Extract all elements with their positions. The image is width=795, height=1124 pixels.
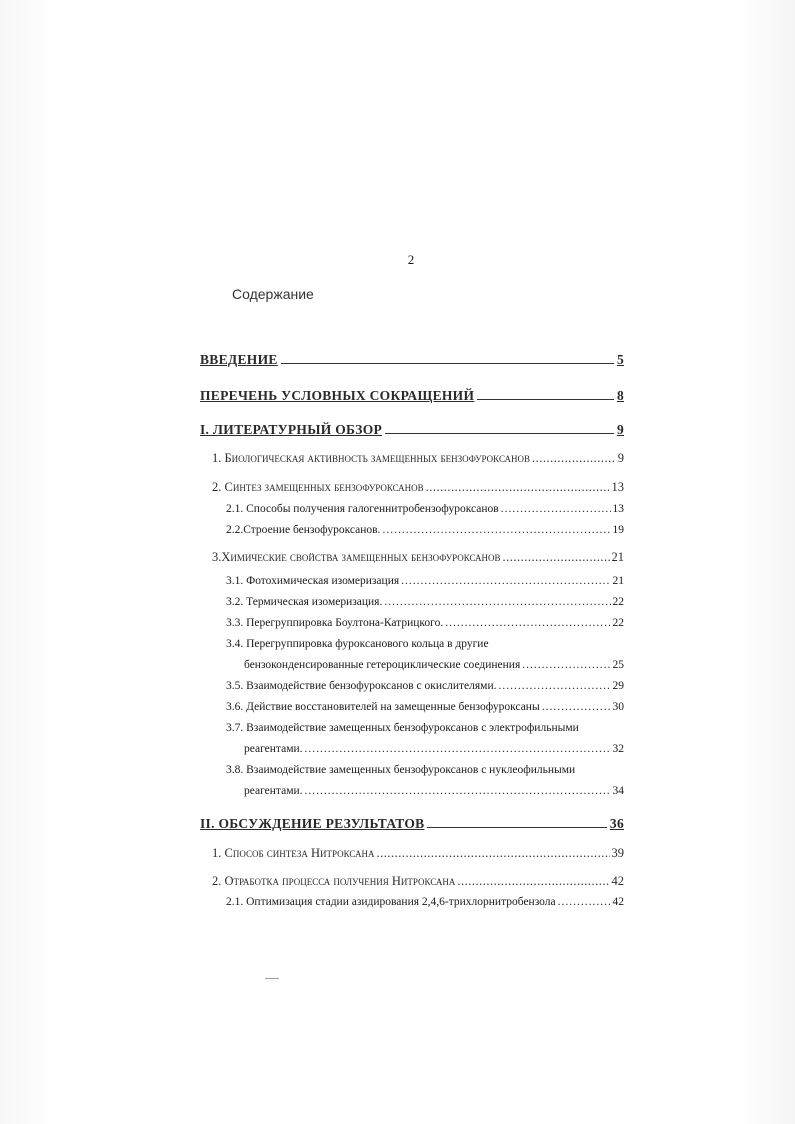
dot-leader xyxy=(376,846,609,861)
page-number: 2 xyxy=(407,252,415,267)
toc-entry-label: 3.7. Взаимодействие замещенных бензофуроксанов с электрофильными xyxy=(226,722,579,734)
toc-entry-label-cont: реагентами. xyxy=(244,743,303,755)
toc-entry-label: 3.6. Действие восстановителей на замещенные бензофуроксаны xyxy=(226,701,540,713)
toc-entry-page: 21 xyxy=(611,550,624,564)
dot-leader xyxy=(426,480,610,495)
toc-entry-label: 3.4. Перегруппировка фуроксанового кольца в другие xyxy=(226,638,489,650)
toc-entry-s2-1[interactable] xyxy=(226,503,624,515)
toc-entry-s3-3[interactable] xyxy=(226,617,624,629)
toc-entry-label: 3.5. Взаимодействие бензофуроксанов с окислителями. xyxy=(226,680,497,692)
toc-entry-intro[interactable] xyxy=(200,352,624,368)
dot-leader xyxy=(532,451,616,466)
leader-line xyxy=(427,816,606,828)
toc-entry-page: 19 xyxy=(612,524,624,536)
toc-entry-page: 29 xyxy=(612,680,624,692)
toc-entry-label: II. ОБСУЖДЕНИЕ РЕЗУЛЬТАТОВ xyxy=(200,816,425,831)
toc-entry-page: 22 xyxy=(612,596,624,608)
toc-entry-page: 30 xyxy=(612,701,624,713)
toc-entry-label: ПЕРЕЧЕНЬ УСЛОВНЫХ СОКРАЩЕНИЙ xyxy=(200,388,475,403)
dot-leader xyxy=(384,596,610,608)
toc-entry-part2[interactable] xyxy=(200,816,624,832)
toc-entry-page: 22 xyxy=(612,617,624,629)
dot-leader xyxy=(501,503,611,515)
toc-entry-s3-1[interactable] xyxy=(226,575,624,587)
toc-entry-s3-7-cont[interactable] xyxy=(244,743,624,755)
toc-entry-page: 9 xyxy=(617,451,624,465)
dot-leader xyxy=(499,680,611,692)
toc-entry-label: ВВЕДЕНИЕ xyxy=(200,352,278,367)
toc-entry-page: 42 xyxy=(612,896,624,908)
toc-entry-page: 25 xyxy=(612,659,624,671)
toc-entry-label: 3.2. Термическая изомеризация. xyxy=(226,596,383,608)
dot-leader xyxy=(522,659,610,671)
toc-entry-page: 36 xyxy=(609,816,624,831)
toc-entry-s2-2-1[interactable] xyxy=(226,896,624,908)
dot-leader xyxy=(305,743,611,755)
toc-entry-ch2-2[interactable] xyxy=(212,874,624,889)
toc-entry-label: 3.1. Фотохимическая изомеризация xyxy=(226,575,400,587)
toc-entry-page: 34 xyxy=(612,785,624,797)
toc-entry-page: 13 xyxy=(612,503,624,515)
toc-entry-part1[interactable] xyxy=(200,422,624,438)
dot-leader xyxy=(401,575,610,587)
dot-leader xyxy=(503,550,610,565)
toc-entry-label-cont: бензоконденсированные гетероциклические соединения xyxy=(244,659,521,671)
toc-entry-s3-4-cont[interactable] xyxy=(244,659,624,671)
dot-leader xyxy=(305,785,611,797)
toc-entry-page: 42 xyxy=(611,874,624,888)
toc-entry-page: 32 xyxy=(612,743,624,755)
toc-entry-s3-7[interactable] xyxy=(226,722,624,734)
toc-entry-s3-6[interactable] xyxy=(226,701,624,713)
toc-entry-page: 21 xyxy=(612,575,624,587)
toc-entry-page: 9 xyxy=(616,422,624,437)
leader-line xyxy=(385,422,614,434)
toc-entry-page: 5 xyxy=(616,352,624,367)
dot-leader xyxy=(457,874,609,889)
toc-entry-label: 3.Химические свойства замещенных бензофуроксанов xyxy=(212,550,501,564)
dot-leader xyxy=(382,524,610,536)
toc-entry-s3-5[interactable] xyxy=(226,680,624,692)
toc-entry-abbreviations[interactable] xyxy=(200,388,624,404)
toc-entry-label: 3.8. Взаимодействие замещенных бензофуроксанов с нуклеофильными xyxy=(226,764,576,776)
toc-entry-ch1[interactable] xyxy=(212,451,624,466)
dot-leader xyxy=(558,896,611,908)
toc-entry-label: 3.3. Перегруппировка Боултона-Катрицкого. xyxy=(226,617,444,629)
toc-entry-s3-8-cont[interactable] xyxy=(244,785,624,797)
dot-leader xyxy=(445,617,610,629)
toc-entry-page: 13 xyxy=(611,480,624,494)
toc-entry-label: 2.1. Способы получения галогеннитробензофуроксанов xyxy=(226,503,499,515)
toc-entry-label-cont: реагентами. xyxy=(244,785,303,797)
toc-entry-label: I. ЛИТЕРАТУРНЫЙ ОБЗОР xyxy=(200,422,383,437)
toc-entry-s3-8[interactable] xyxy=(226,764,624,776)
toc-entry-label: 1. Способ синтеза Нитроксана xyxy=(212,846,375,860)
toc-entry-label: 2.1. Оптимизация стадии азидирования 2,4,6-трихлорнитробензола xyxy=(226,896,556,908)
leader-line xyxy=(281,352,614,364)
toc-entry-s3-2[interactable] xyxy=(226,596,624,608)
toc-entry-s2-2[interactable] xyxy=(226,524,624,536)
toc-entry-ch2[interactable] xyxy=(212,480,624,495)
scan-artifact xyxy=(265,978,279,979)
toc-entry-s3-4[interactable] xyxy=(226,638,624,650)
contents-title: Содержание xyxy=(232,286,314,302)
leader-line xyxy=(477,388,614,400)
toc-entry-label: 2. Отработка процесса получения Нитроксана xyxy=(212,874,456,888)
toc-entry-label: 2.2.Строение бензофуроксанов. xyxy=(226,524,381,536)
toc-entry-page: 8 xyxy=(616,388,624,403)
toc-entry-label: 2. Синтез замещенных бензофуроксанов xyxy=(212,480,424,494)
toc-entry-label: 1. Биологическая активность замещенных бензофуроксанов xyxy=(212,451,531,465)
toc-entry-ch3[interactable] xyxy=(212,550,624,565)
dot-leader xyxy=(542,701,611,713)
toc-entry-ch2-1[interactable] xyxy=(212,846,624,861)
toc-entry-page: 39 xyxy=(611,846,624,860)
